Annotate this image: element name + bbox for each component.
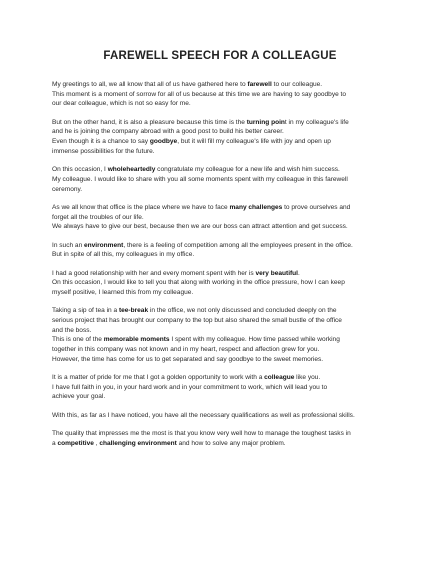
text-run: I spent with my colleague. How time passed while working <box>169 336 340 344</box>
paragraph <box>52 118 388 157</box>
text-line <box>52 80 388 90</box>
text-run: With this, as far as I have noticed, you have all the necessary qualifications as well as professional skills. <box>52 411 355 419</box>
bold-text: challenging environment <box>99 439 177 447</box>
paragraph <box>52 165 388 194</box>
text-run: My colleague. I would like to share with you all some moments spent with my colleague in this farewell <box>52 175 348 183</box>
text-line <box>52 326 388 336</box>
text-run: I had a good relationship with her and every moment spent with her is <box>52 269 256 277</box>
paragraph <box>52 306 388 364</box>
text-run: , but it will fill my colleague's life with joy and open up <box>177 138 331 146</box>
text-run: As we all know that office is the place where we have to face <box>52 203 230 211</box>
bold-text: goodbye <box>149 138 178 146</box>
text-line <box>52 345 388 355</box>
text-line <box>52 392 388 402</box>
paragraph <box>52 241 388 260</box>
text-run: forget all the troubles of our life. <box>52 213 144 221</box>
text-line <box>52 203 388 213</box>
text-run: congratulate my colleague for a new life and wish him success. <box>155 166 340 174</box>
text-run: The quality that impresses me the most is that you know very well how to manage the toughest tasks in <box>52 430 351 438</box>
text-line <box>52 335 388 345</box>
text-run: serious project that has brought our company to the top but also shared the small bustle of the office <box>52 316 342 324</box>
bold-text: memorable moments <box>103 336 170 344</box>
text-run: It is a matter of pride for me that I got a golden opportunity to work with a <box>52 374 265 382</box>
paragraph <box>52 269 388 298</box>
text-run: immense possibilities for the future. <box>52 147 155 155</box>
text-line <box>52 90 388 100</box>
text-line <box>52 429 388 439</box>
text-line <box>52 118 388 128</box>
text-run: In such an <box>52 241 85 249</box>
text-run: ceremony. <box>52 185 83 193</box>
text-run: This moment is a moment of sorrow for all of us because at this time we are having to say goodbye to <box>52 90 347 98</box>
text-line <box>52 99 388 109</box>
text-run: Taking a sip of tea in a <box>52 307 119 315</box>
text-run: Even though it is a chance to say <box>52 138 150 146</box>
text-run: . <box>298 269 300 277</box>
text-line <box>52 213 388 223</box>
bold-text: environment <box>84 241 124 249</box>
text-run: However, the time has come for us to get separated and say goodbye to the sweet memories. <box>52 355 324 363</box>
text-line <box>52 222 388 232</box>
text-line <box>52 306 388 316</box>
text-run: But on the other hand, it is also a pleasure because this time is the <box>52 118 247 126</box>
text-run: achieve your goal. <box>52 393 106 401</box>
paragraph <box>52 203 388 232</box>
text-run: a <box>52 439 58 447</box>
text-line <box>52 127 388 137</box>
text-line <box>52 241 388 251</box>
document-title: FAREWELL SPEECH FOR A COLLEAGUE <box>103 50 337 62</box>
bold-text: farewell <box>247 81 272 88</box>
bold-text: many challenges <box>229 203 283 211</box>
text-run: like you. <box>294 374 321 382</box>
text-line <box>52 439 388 449</box>
bold-text: competitive <box>57 439 94 447</box>
text-line <box>52 411 388 421</box>
paragraph <box>52 429 388 448</box>
text-line <box>52 269 388 279</box>
text-run: and the boss. <box>52 326 92 334</box>
text-run: together in this company was not known and in my heart, respect and affection grew for you. <box>52 346 320 354</box>
text-line <box>52 355 388 365</box>
text-line <box>52 250 388 260</box>
text-line <box>52 175 388 185</box>
text-run: t in my colleague's life <box>284 118 349 126</box>
text-run: , there is a feeling of competition among all the employees present in the office. <box>123 241 353 249</box>
bold-text: colleague <box>264 374 295 382</box>
text-line <box>52 288 388 298</box>
text-run: to our colleague. <box>271 81 323 88</box>
text-run: I have full faith in you, in your hard work and in your commitment to work, which will lead you to <box>52 383 328 391</box>
bold-text: tee-break <box>118 307 149 315</box>
text-run: and he is joining the company abroad with a good post to build his better career. <box>52 128 284 136</box>
text-line <box>52 316 388 326</box>
text-line <box>52 137 388 147</box>
bold-text: very beautiful <box>255 269 299 277</box>
text-line <box>52 373 388 383</box>
text-line <box>52 383 388 393</box>
document-body <box>52 80 388 448</box>
text-line <box>52 165 388 175</box>
text-run: This is one of the <box>52 336 104 344</box>
paragraph <box>52 80 388 109</box>
text-run: We always have to give our best, because then we are our boss can attract attention and get success. <box>52 223 348 231</box>
text-run: But in spite of all this, my colleagues in my office. <box>52 251 195 259</box>
text-run: My greetings to all, we all know that all of us have gathered here to <box>52 81 248 88</box>
paragraph <box>52 373 388 402</box>
bold-text: wholeheartedly <box>107 166 156 174</box>
text-run: On this occasion, I would like to tell you that along with working in the office pressure, how I can keep <box>52 279 345 287</box>
text-line <box>52 278 388 288</box>
text-run: in the office, we not only discussed and concluded deeply on the <box>148 307 337 315</box>
text-line <box>52 147 388 157</box>
text-run: , <box>93 439 100 447</box>
text-run: our dear colleague, which is not so easy for me. <box>52 100 191 108</box>
text-run: myself positive, I learned this from my colleague. <box>52 288 194 296</box>
text-line <box>52 185 388 195</box>
bold-text: turning poin <box>246 118 285 126</box>
text-run: and how to solve any major problem. <box>176 439 286 447</box>
paragraph <box>52 411 388 421</box>
text-run: to prove ourselves and <box>282 203 351 211</box>
text-run: On this occasion, I <box>52 166 108 174</box>
